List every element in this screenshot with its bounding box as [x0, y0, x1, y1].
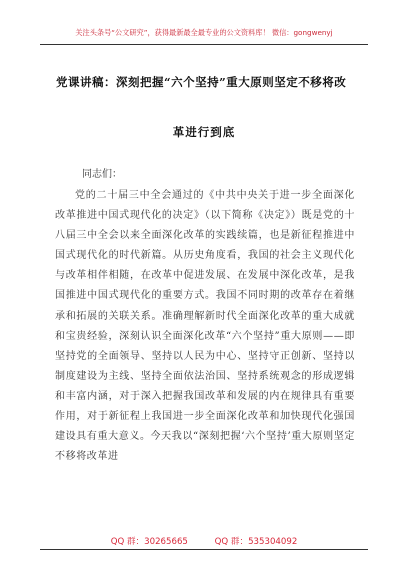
body-paragraph: 党的二十届三中全会通过的《中共中央关于进一步全面深化改革推进中国式现代化的决定》（以下简称《决定》）既是党的十八届三中全会以来全面深化改革的实践续篇，也是新征程推进中国式现代化的时代新篇。从历史角度看，我国的社会主义现代化与改革相伴相随，在改革中促进发展、在发展中深化改革，是我国推进中国式现代化的重要方式。我国不同时期的改革存在着继承和拓展的关联关系。准确理解新时代全面深化改革的重大成就和宝贵经验，深刻认识全面深化改革“六个坚持”重大原则——即坚持党的全面领导、坚持以人民为中心、坚持守正创新、坚持以制度建设为主线、坚持全面依法治国、坚持系统观念的形成逻辑和丰富内涵，对于深入把握我国改革和发展的内在规律具有重要作用，对于新征程上我国进一步全面深化改革和加快现代化强国建设具有重大意义。今天我以“深刻把握‘六个坚持’重大原则坚定不移将改革进 [55, 190, 355, 463]
footer-divider [40, 549, 368, 550]
greeting: 同志们： [82, 169, 122, 180]
document-title-line2: 革进行到底 [172, 125, 236, 139]
footer-qq-group-1: QQ 群：30265665 [110, 537, 188, 547]
footer-contacts [0, 535, 408, 547]
header-notice: 关注头条号“公文研究”，获得最新最全最专业的公文资料库！ 微信：gongwenyj [75, 28, 333, 37]
footer-qq-group-2: QQ 群：535304092 [214, 537, 298, 547]
header-divider [40, 44, 368, 45]
document-title-line1: 党课讲稿：深刻把握“六个坚持”重大原则坚定不移将改 [56, 75, 347, 89]
